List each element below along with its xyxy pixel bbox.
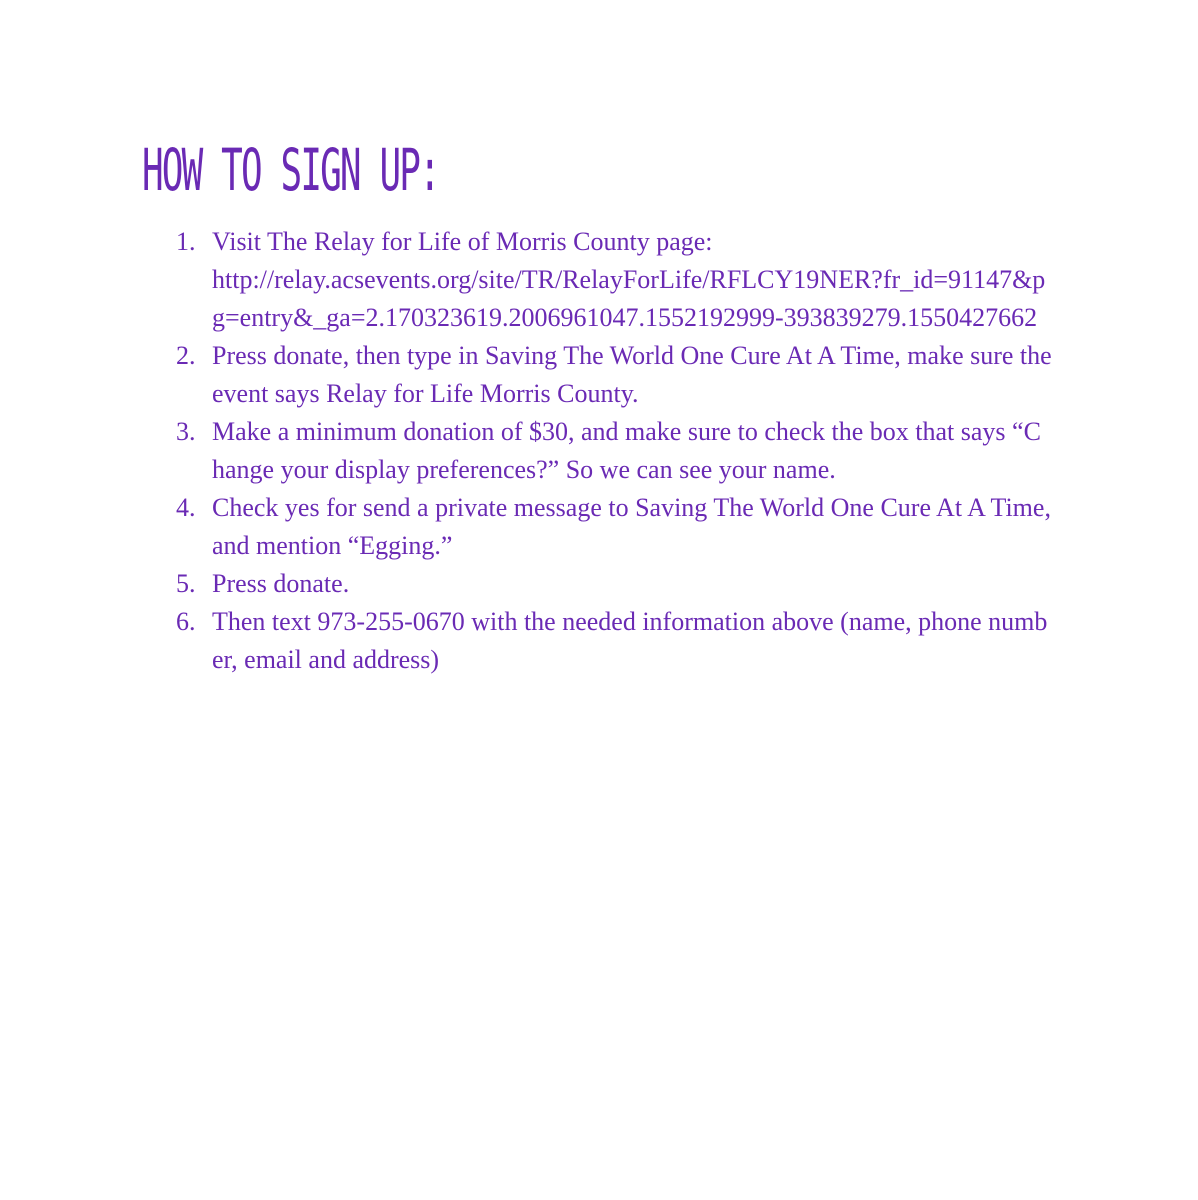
step-number: 6. xyxy=(176,607,196,636)
step-3 xyxy=(172,413,1052,489)
step-text: Make a minimum donation of $30, and make sure to check the box that says “Change your display preferences?” So we can see your name. xyxy=(212,417,1041,484)
steps-list xyxy=(172,223,1052,679)
step-text: Then text 973-255-0670 with the needed information above (name, phone number, email and address) xyxy=(212,607,1048,674)
step-number: 2. xyxy=(176,341,196,370)
step-text: Press donate, then type in Saving The World One Cure At A Time, make sure the event says Relay for Life Morris County. xyxy=(212,341,1052,408)
step-number: 3. xyxy=(176,417,196,446)
step-number: 5. xyxy=(176,569,196,598)
relay-link[interactable]: http://relay.acsevents.org/site/TR/RelayForLife/RFLCY19NER?fr_id=91147&pg=entry&_ga=2.170323619.2006961047.1552192999-393839279.1550427662 xyxy=(212,265,1046,332)
step-1 xyxy=(172,223,1052,337)
step-5 xyxy=(172,565,1052,603)
step-number: 1. xyxy=(176,227,196,256)
page-title: HOW TO SIGN UP: xyxy=(142,136,439,204)
step-6 xyxy=(172,603,1052,679)
step-4 xyxy=(172,489,1052,565)
step-text: Visit The Relay for Life of Morris County page: xyxy=(212,227,713,256)
step-number: 4. xyxy=(176,493,196,522)
step-text: Press donate. xyxy=(212,569,350,598)
step-2 xyxy=(172,337,1052,413)
step-text: Check yes for send a private message to Saving The World One Cure At A Time, and mention “Egging.” xyxy=(212,493,1051,560)
